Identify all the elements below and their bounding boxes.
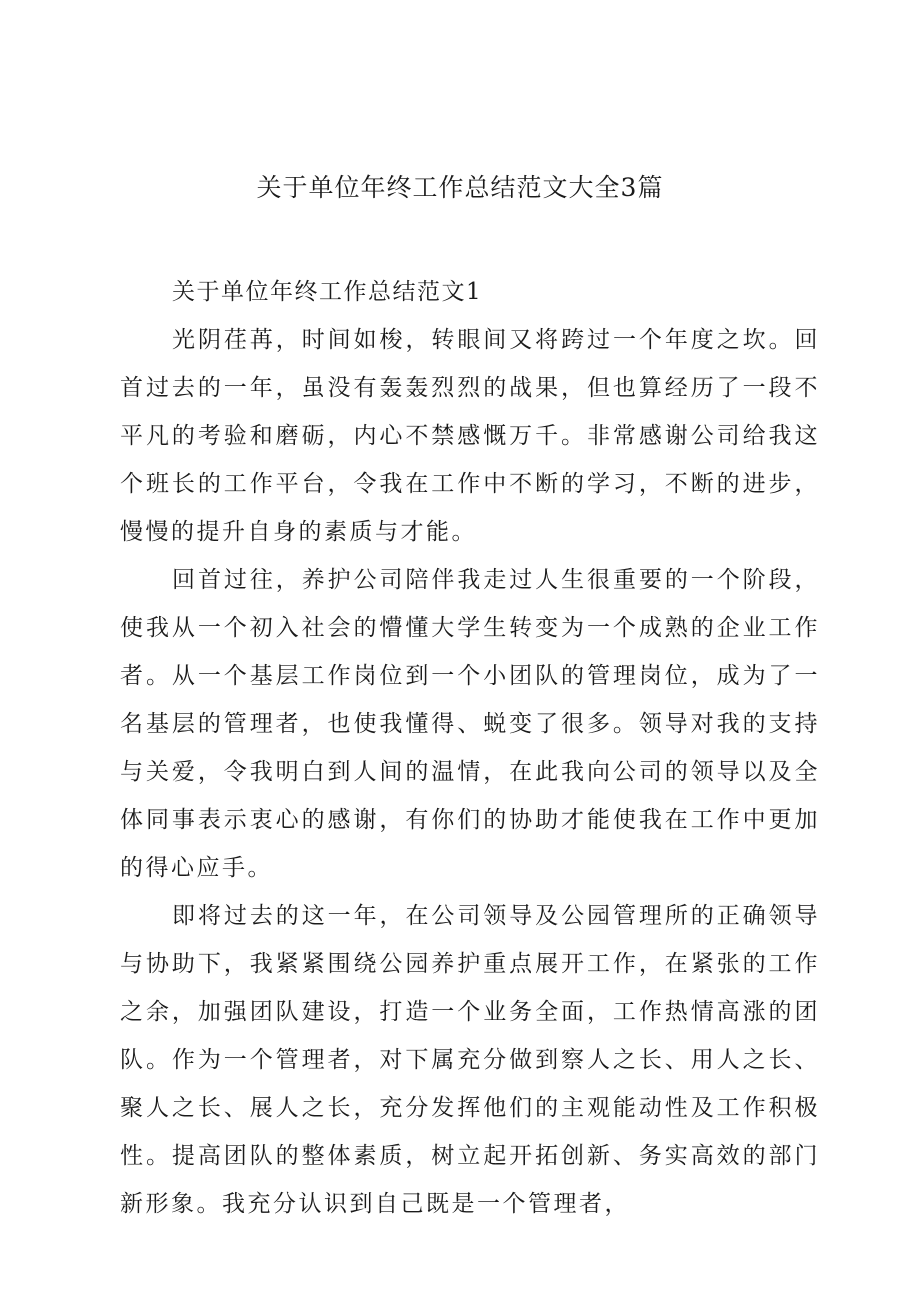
section-heading: 关于单位年终工作总结范文1 — [172, 279, 483, 305]
paragraph-3: 即将过去的这一年，在公司领导及公园管理所的正确领导与协助下，我紧紧围绕公园养护重点展开工作，在紧张的工作之余，加强团队建设，打造一个业务全面，工作热情高涨的团队。作为一个管理者，对下属充分做到察人之长、用人之长、聚人之长、展人之长，充分发挥他们的主观能动性及工作积极性。提高团队的整体素质，树立起开拓创新、务实高效的部门新形象。我充分认识到自己既是一个管理者， — [120, 903, 820, 1217]
paragraph-2: 回首过往，养护公司陪伴我走过人生很重要的一个阶段，使我从一个初入社会的懵懂大学生转变为一个成熟的企业工作者。从一个基层工作岗位到一个小团队的管理岗位，成为了一名基层的管理者，也使我懂得、蜕变了很多。领导对我的支持与关爱，令我明白到人间的温情，在此我向公司的领导以及全体同事表示衷心的感谢，有你们的协助才能使我在工作中更加的得心应手。 — [120, 567, 820, 881]
document-title: 关于单位年终工作总结范文大全3篇 — [256, 173, 664, 202]
paragraph-1: 光阴荏苒，时间如梭，转眼间又将跨过一个年度之坎。回首过去的一年，虽没有轰轰烈烈的战果，但也算经历了一段不平凡的考验和磨砺，内心不禁感慨万千。非常感谢公司给我这个班长的工作平台，令我在工作中不断的学习，不断的进步，慢慢的提升自身的素质与才能。 — [120, 327, 820, 545]
document-body — [120, 268, 820, 1228]
